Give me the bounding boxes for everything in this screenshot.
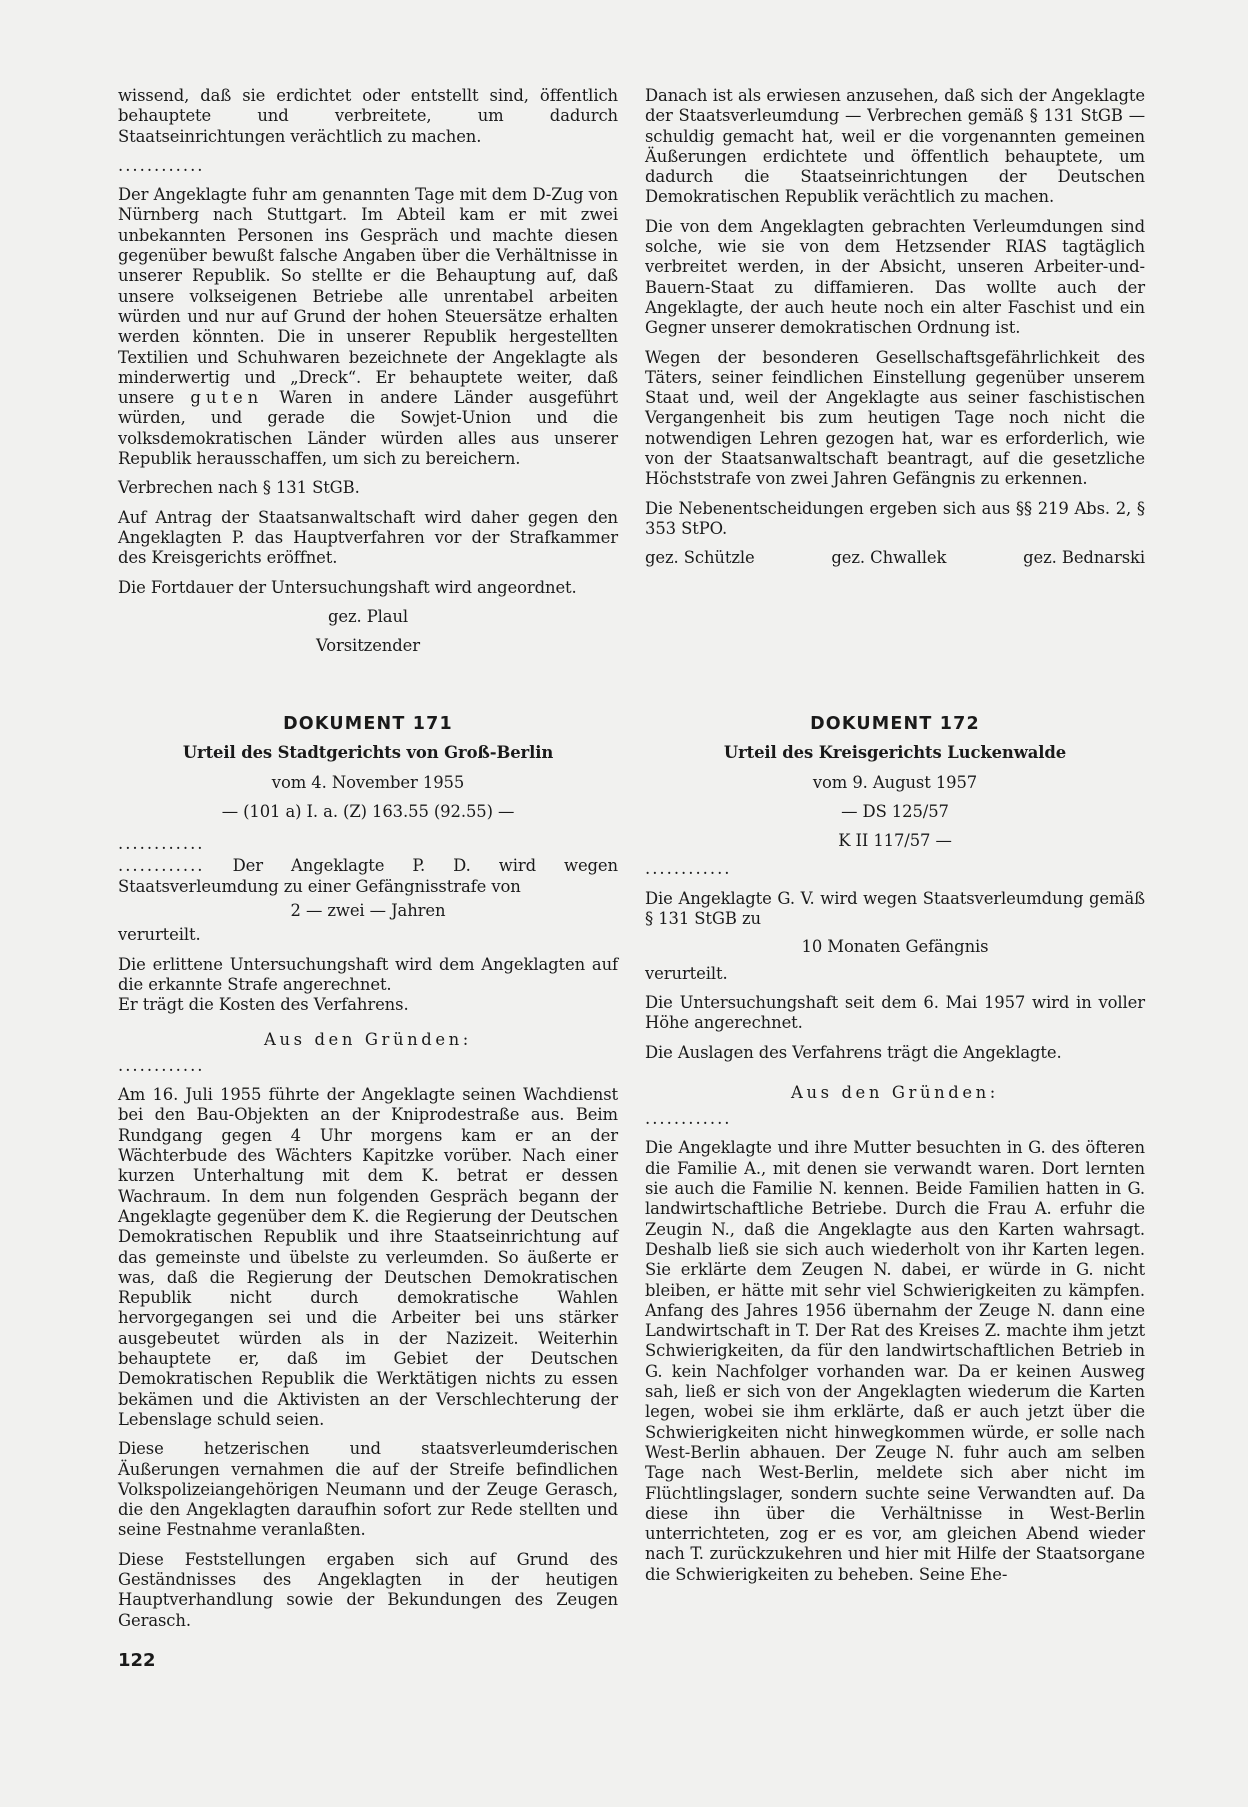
paragraph: Die von dem Angeklagten gebrachten Verleumdungen sind solche, wie sie von dem Hetzsender RIAS tagtäglich verbreitet werden, in der Absicht, unseren Arbeiter-und-Bauern-Staat zu diffamieren. Das wollte auch der Angeklagte, der auch heute noch ein alter Faschist und ein Gegner unserer demokratischen Ordnung ist. bbox=[645, 216, 1145, 338]
document-heading: DOKUMENT 172 bbox=[810, 714, 980, 734]
paragraph: Die Angeklagte und ihre Mutter besuchten in G. des öfteren die Familie A., mit denen sie verwandt waren. Dort lernten sie auch die Familie N. kennen. Beide Familien hatten in G. landwirtschaftliche Betriebe. Durch die Frau A. erfuhr die Zeugin N., daß die Angeklagte aus den Karten wahrsagt. Deshalb ließ sie sich auch wiederholt von ihr Karten legen. Sie erklärte dem Zeugen N. dabei, er würde in G. nicht bleiben, er hätte mit sehr viel Schwierigkeiten zu kämpfen. Anfang des Jahres 1956 übernahm der Zeuge N. dann eine Landwirtschaft in T. Der Rat des Kreises Z. machte ihm jetzt Schwierigkeiten, da für den landwirtschaftlichen Betrieb in G. kein Nachfolger vorhanden war. Da er keinen Ausweg sah, ließ er sich von der Angeklagten wiederum die Karten legen, wobei sie ihm erklärte, daß er auch jetzt über die Schwierigkeiten nicht hinwegkommen würde, er solle nach West-Berlin abhauen. Der Zeuge N. fuhr auch am selben Tage nach West-Berlin, meldete sich aber nicht im Flüchtlingslager, sondern suchte seine Verwandten auf. Da diese ihn über die Verhältnisse in West-Berlin unterrichteten, zog er es vor, am gleichen Abend wieder nach T. zurückzukehren und hier mit Hilfe der Staatsorgane die Schwierigkeiten zu beheben. Seine Ehe- bbox=[645, 1138, 1145, 1584]
paragraph-text: Waren in andere Länder ausgeführt würden, und gerade die Sowjet-Union und die volksdemokratischen Länder würden alles aus unserer Republik herausschaffen, um sich zu bereichern. bbox=[118, 388, 618, 469]
paragraph: Diese Feststellungen ergaben sich auf Grund des Geständnisses des Angeklagten in der heutigen Hauptverhandlung sowie der Bekundungen des Zeugen Gerasch. bbox=[118, 1549, 618, 1630]
page-number: 122 bbox=[118, 1650, 156, 1671]
ellipsis-dots: ............ bbox=[118, 155, 205, 175]
sentence: 10 Monaten Gefängnis bbox=[801, 937, 989, 957]
signatures bbox=[645, 548, 1145, 568]
verdict-end: verurteilt. bbox=[118, 925, 201, 945]
paragraph: wissend, daß sie erdichtet oder entstellt sind, öffentlich behauptete und verbreitete, um dadurch Staatseinrichtungen verächtlich zu machen. bbox=[118, 86, 618, 146]
ellipsis-dots: ............ bbox=[118, 856, 205, 876]
ellipsis-dots: ............ bbox=[118, 834, 205, 854]
document-heading: DOKUMENT 171 bbox=[283, 714, 453, 734]
paragraph: Wegen der besonderen Gesellschaftsgefährlichkeit des Täters, seiner feindlichen Einstellung gegenüber unserem Staat und, weil der Angeklagte aus seiner faschistischen Vergangenheit bis zum heutigen Tage noch nicht die notwendigen Lehren gezogen hat, war es erforderlich, wie von der Staatsanwaltschaft beantragt, auf die gesetzliche Höchststrafe von zwei Jahren Gefängnis zu erkennen. bbox=[645, 347, 1145, 489]
paragraph: Die erlittene Untersuchungshaft wird dem Angeklagten auf die erkannte Strafe angerechnet. bbox=[118, 954, 618, 994]
signature-name: gez. Chwallek bbox=[831, 548, 947, 568]
column-top-left bbox=[118, 86, 618, 665]
signature-name: gez. Plaul bbox=[327, 606, 409, 626]
document-date: vom 4. November 1955 bbox=[271, 772, 465, 792]
ellipsis-dots: ............ bbox=[645, 859, 732, 879]
signature-name: gez. Schützle bbox=[645, 548, 755, 568]
paragraph: Am 16. Juli 1955 führte der Angeklagte seinen Wachdienst bei den Bau-Objekten an der Kniprodestraße aus. Beim Rundgang gegen 4 Uhr morgens kam er an der Wächterbude des Wächters Kapitzke vorüber. Nach einer kurzen Unterhaltung mit dem K. betrat er dessen Wachraum. In dem nun folgenden Gespräch begann der Angeklagte gegenüber dem K. die Regierung der Deutschen Demokratischen Republik und ihre Staatseinrichtung auf das gemeinste und übelste zu verleumden. So äußerte er was, daß die Regierung der Deutschen Demokratischen Republik nicht durch demokratische Wahlen hervorgegangen sei und die Arbeiter bei uns stärker ausgebeutet würden als in der Nazizeit. Weiterhin behauptete er, daß im Gebiet der Deutschen Demokratischen Republik die Werktätigen nichts zu essen bekämen und die Aktivisten an der Verschlechterung der Lebenslage schuld seien. bbox=[118, 1085, 618, 1429]
document-reference: — DS 125/57 bbox=[841, 801, 949, 821]
document-date: vom 9. August 1957 bbox=[812, 772, 978, 792]
paragraph: Er trägt die Kosten des Verfahrens. bbox=[118, 995, 409, 1015]
paragraph: Danach ist als erwiesen anzusehen, daß sich der Angeklagte der Staatsverleumdung — Verbrechen gemäß § 131 StGB — schuldig gemacht hat, weil er die vorgenannten gemeinen Äußerungen erdichtete und öffentlich behauptete, um dadurch die Staatseinrichtungen der Deutschen Demokratischen Republik verächtlich zu machen. bbox=[645, 86, 1145, 207]
paragraph: Diese hetzerischen und staatsverleumderischen Äußerungen vernahmen die auf der Streife befindlichen Volkspolizeiangehörigen Neumann und der Zeuge Gerasch, die den Angeklagten daraufhin sofort zur Rede stellten und seine Festnahme veranlaßten. bbox=[118, 1439, 618, 1540]
paragraph: Die Auslagen des Verfahrens trägt die Angeklagte. bbox=[645, 1042, 1062, 1062]
document-171 bbox=[118, 714, 618, 1640]
verdict-text: Die Angeklagte G. V. wird wegen Staatsverleumdung gemäß § 131 StGB zu bbox=[645, 888, 1145, 929]
signature-name: gez. Bednarski bbox=[1023, 548, 1145, 568]
spaced-emphasis: guten bbox=[190, 388, 264, 408]
verdict-end: verurteilt. bbox=[645, 963, 728, 983]
paragraph: Die Nebenentscheidungen ergeben sich aus §§ 219 Abs. 2, § 353 StPO. bbox=[645, 498, 1145, 538]
ellipsis-dots: ............ bbox=[118, 1055, 205, 1075]
paragraph-text: Der Angeklagte fuhr am genannten Tage mit dem D-Zug von Nürnberg nach Stuttgart. Im Abteil kam er mit zwei unbekannten Personen ins Gespräch und machte diesen gegenüber bewußt falsche Angaben über die Verhältnisse in unserer Republik. So stellte er die Behauptung auf, daß unsere volkseigenen Betriebe alle unrentabel arbeiten würden und nur auf Grund der hohen Steuersätze erhalten werden könnten. Die in unserer Republik hergestellten Textilien und Schuhwaren bezeichnete der Angeklagte als minderwertig und „Dreck“. Er behauptete weiter, daß unsere bbox=[118, 185, 618, 408]
paragraph: Auf Antrag der Staatsanwaltschaft wird daher gegen den Angeklagten P. das Hauptverfahren vor der Strafkammer des Kreisgerichts eröffnet. bbox=[118, 507, 618, 568]
document-reference: — (101 a) I. a. (Z) 163.55 (92.55) — bbox=[221, 801, 515, 821]
verdict-text bbox=[118, 856, 618, 897]
paragraph bbox=[118, 185, 618, 469]
document-title: Urteil des Stadtgerichts von Groß-Berlin bbox=[182, 743, 554, 763]
document-172 bbox=[645, 714, 1145, 1594]
column-top-right bbox=[645, 86, 1145, 569]
ellipsis-dots: ............ bbox=[645, 1109, 732, 1129]
sentence: 2 — zwei — Jahren bbox=[290, 901, 446, 921]
verdict-text-body: Der Angeklagte P. D. wird wegen Staatsverleumdung zu einer Gefängnisstrafe von bbox=[118, 856, 618, 896]
paragraph: Die Fortdauer der Untersuchungshaft wird angeordnet. bbox=[118, 577, 577, 597]
document-reference: K II 117/57 — bbox=[838, 831, 952, 851]
paragraph: Die Untersuchungshaft seit dem 6. Mai 1957 wird in voller Höhe angerechnet. bbox=[645, 992, 1145, 1033]
signature-role: Vorsitzender bbox=[316, 636, 420, 656]
paragraph: Verbrechen nach § 131 StGB. bbox=[118, 478, 360, 498]
grounds-heading: Aus den Gründen: bbox=[791, 1082, 999, 1102]
grounds-heading: Aus den Gründen: bbox=[264, 1029, 472, 1049]
document-title: Urteil des Kreisgerichts Luckenwalde bbox=[723, 743, 1067, 763]
